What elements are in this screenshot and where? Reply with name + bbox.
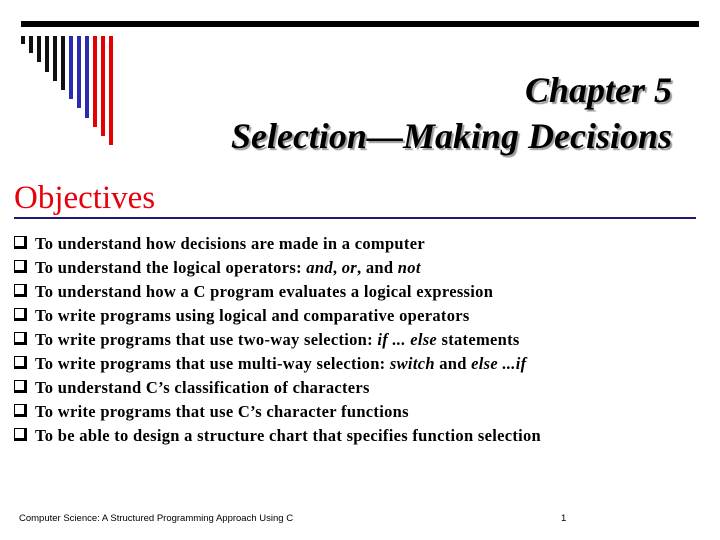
objectives-heading: Objectives	[14, 180, 156, 216]
objective-item	[14, 354, 541, 378]
checkbox-bullet-icon	[14, 236, 27, 249]
checkbox-bullet-icon	[14, 380, 27, 393]
top-rule	[21, 21, 699, 27]
checkbox-bullet-icon	[14, 260, 27, 273]
objective-text: not	[397, 258, 421, 277]
objective-text: if ... else	[377, 330, 438, 349]
decorative-bar	[93, 36, 97, 127]
decorative-bar	[109, 36, 113, 145]
decorative-bar	[21, 36, 25, 44]
heading-underline	[14, 217, 696, 219]
checkbox-bullet-icon	[14, 428, 27, 441]
decorative-bar	[53, 36, 57, 81]
objective-text: or	[341, 258, 358, 277]
objective-text: else ...if	[471, 354, 527, 373]
objective-text: To write programs using logical and comparative operators	[35, 306, 470, 325]
decorative-bar	[101, 36, 105, 136]
decorative-bar	[37, 36, 41, 62]
objective-item	[14, 258, 541, 282]
checkbox-bullet-icon	[14, 284, 27, 297]
decorative-bar	[61, 36, 65, 90]
objective-item	[14, 234, 541, 258]
chapter-subtitle: Selection—Making Decisions	[230, 116, 672, 156]
objective-text: switch	[389, 354, 435, 373]
objective-item	[14, 378, 541, 402]
objective-text: To understand the logical operators:	[35, 258, 307, 277]
checkbox-bullet-icon	[14, 404, 27, 417]
objective-text: , and	[357, 258, 398, 277]
decorative-bar	[85, 36, 89, 118]
objective-item	[14, 426, 541, 450]
objective-text: To write programs that use two-way selection:	[35, 330, 378, 349]
objective-text: statements	[437, 330, 520, 349]
chapter-title: Chapter 5	[524, 70, 672, 110]
decorative-bar	[45, 36, 49, 72]
checkbox-bullet-icon	[14, 356, 27, 369]
objective-text: To be able to design a structure chart that specifies function selection	[35, 426, 542, 445]
objective-text: To understand how decisions are made in a computer	[35, 234, 425, 253]
footer-text: Computer Science: A Structured Programming Approach Using C	[19, 513, 294, 524]
objective-item	[14, 330, 541, 354]
page-number: 1	[561, 513, 567, 524]
decorative-bar	[69, 36, 73, 99]
objective-text: and	[306, 258, 333, 277]
objective-text: To write programs that use C’s character functions	[35, 402, 409, 421]
decorative-bar	[29, 36, 33, 53]
objective-text: ,	[332, 258, 342, 277]
objective-item	[14, 402, 541, 426]
objective-item	[14, 306, 541, 330]
objective-text: To write programs that use multi-way selection:	[35, 354, 390, 373]
objective-item	[14, 282, 541, 306]
objectives-list	[14, 234, 541, 450]
checkbox-bullet-icon	[14, 332, 27, 345]
objective-text: To understand C’s classification of characters	[35, 378, 370, 397]
decorative-bar	[77, 36, 81, 108]
checkbox-bullet-icon	[14, 308, 27, 321]
objective-text: To understand how a C program evaluates a logical expression	[35, 282, 494, 301]
objective-text: and	[434, 354, 472, 373]
